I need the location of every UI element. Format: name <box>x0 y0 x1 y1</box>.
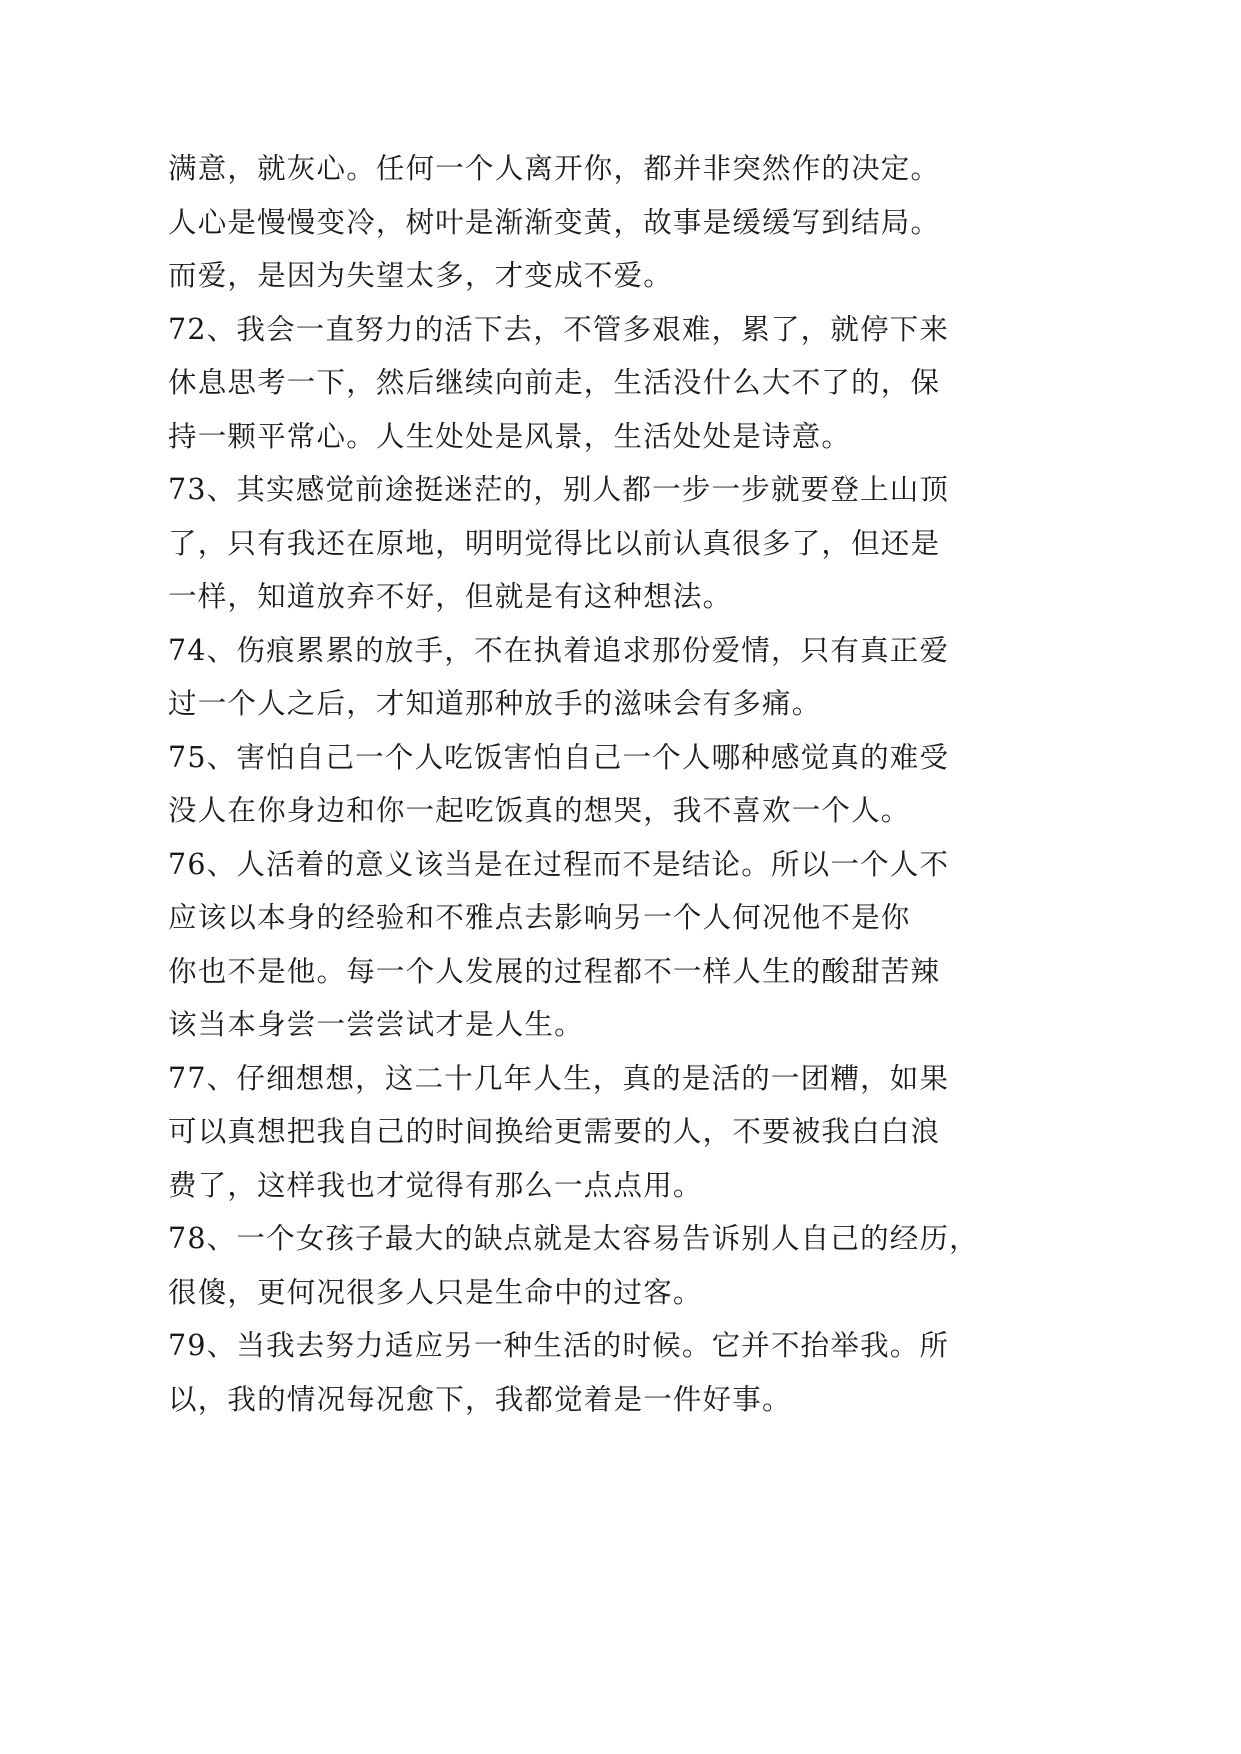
text-line: 很傻，更何况很多人只是生命中的过客。 <box>168 1275 703 1309</box>
text-line: 应该以本身的经验和不雅点去影响另一个人何况他不是你 <box>168 901 911 934</box>
text-line: 78、一个女孩子最大的缺点就是太容易告诉别人自己的经历， <box>168 1222 979 1255</box>
text-line: 75、害怕自己一个人吃饭害怕自己一个人哪种感觉真的难受 <box>168 740 950 774</box>
text-line: 76、人活着的意义该当是在过程而不是结论。所以一个人不 <box>168 847 950 881</box>
text-line: 满意，就灰心。任何一个人离开你，都并非突然作的决定。 <box>168 152 941 185</box>
text-line: 休息思考一下，然后继续向前走，生活没什么大不了的，保 <box>168 366 941 399</box>
text-line: 而爱，是因为失望太多，才变成不爱。 <box>168 259 673 292</box>
text-line: 你也不是他。每一个人发展的过程都不一样人生的酸甜苦辣 <box>168 954 941 988</box>
text-line: 持一颗平常心。人生处处是风景，生活处处是诗意。 <box>168 419 852 453</box>
text-line: 没人在你身边和你一起吃饭真的想哭，我不喜欢一个人。 <box>168 794 911 827</box>
text-line: 人心是慢慢变冷，树叶是渐渐变黄，故事是缓缓写到结局。 <box>168 205 941 239</box>
text-line: 74、伤痕累累的放手，不在执着追求那份爱情，只有真正爱 <box>168 633 950 667</box>
text-line: 了，只有我还在原地，明明觉得比以前认真很多了，但还是 <box>168 526 941 560</box>
text-line: 该当本身尝一尝尝试才是人生。 <box>168 1008 584 1041</box>
text-line: 一样，知道放弃不好，但就是有这种想法。 <box>168 580 733 613</box>
text-line: 费了，这样我也才觉得有那么一点点用。 <box>168 1168 703 1202</box>
document-body <box>168 142 979 1426</box>
text-line: 72、我会一直努力的活下去，不管多艰难，累了，就停下来 <box>168 312 950 346</box>
text-line: 可以真想把我自己的时间换给更需要的人，不要被我白白浪 <box>168 1115 941 1148</box>
text-line: 77、仔细想想，这二十几年人生，真的是活的一团糟，如果 <box>168 1061 950 1095</box>
text-line: 79、当我去努力适应另一种生活的时候。它并不抬举我。所 <box>168 1329 950 1362</box>
text-line: 以，我的情况每况愈下，我都觉着是一件好事。 <box>168 1382 792 1416</box>
text-line: 73、其实感觉前途挺迷茫的，别人都一步一步就要登上山顶 <box>168 473 950 506</box>
text-line: 过一个人之后，才知道那种放手的滋味会有多痛。 <box>168 687 822 720</box>
